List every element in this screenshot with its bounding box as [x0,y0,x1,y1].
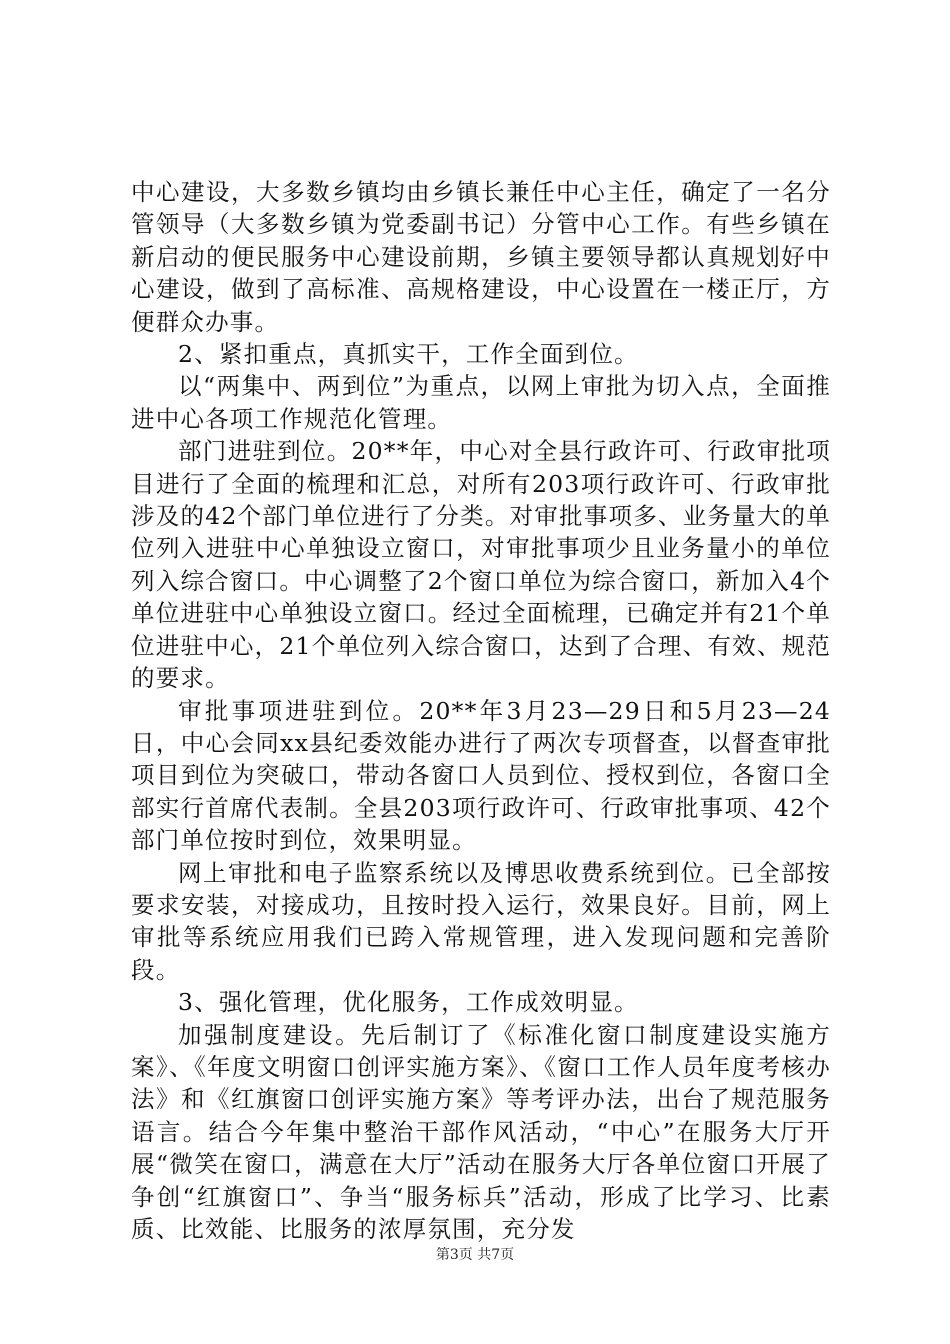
paragraph-8: 加强制度建设。先后制订了《标准化窗口制度建设实施方案》、《年度文明窗口创评实施方案》、《窗口工作人员年度考核办法》和《红旗窗口创评实施方案》等考评办法，出台了规范服务语言。结合今年集中整治干部作风活动，“中心”在服务大厅开展“微笑在窗口，满意在大厅”活动在服务大厅各单位窗口开展了争创“红旗窗口”、争当“服务标兵”活动，形成了比学习、比素质、比效能、比服务的浓厚氛围，充分发 [131,1020,831,1243]
paragraph-4: 部门进驻到位。20**年，中心对全县行政许可、行政审批项目进行了全面的梳理和汇总，对所有203项行政许可、行政审批涉及的42个部门单位进行了分类。对审批事项多、业务量大的单位列入进驻中心单独设立窗口，对审批事项少且业务量小的单位列入综合窗口。中心调整了2个窗口单位为综合窗口，新加入4个单位进驻中心单独设立窗口。经过全面梳理，已确定并有21个单位进驻中心，21个单位列入综合窗口，达到了合理、有效、规范的要求。 [131,437,831,693]
section-heading-2: 2、紧扣重点，真抓实干，工作全面到位。 [178,340,639,369]
paragraph-1: 中心建设，大多数乡镇均由乡镇长兼任中心主任，确定了一名分管领导（大多数乡镇为党委副书记）分管中心工作。有些乡镇在新启动的便民服务中心建设前期，乡镇主要领导都认真规划好中心建设，做到了高标准、高规格建设，中心设置在一楼正厅，方便群众办事。 [131,178,831,336]
page-number-footer: 第3页 共7页 [435,1247,515,1263]
document-body [131,176,831,1245]
paragraph-6: 网上审批和电子监察系统以及博思收费系统到位。已全部按要求安装，对接成功，且按时投入运行，效果良好。目前，网上审批等系统应用我们已跨入常规管理，进入发现问题和完善阶段。 [131,858,831,984]
section-heading-7: 3、强化管理，优化服务，工作成效明显。 [178,988,639,1017]
paragraph-3: 以“两集中、两到位”为重点，以网上审批为切入点，全面推进中心各项工作规范化管理。 [131,372,831,433]
paragraph-5: 审批事项进驻到位。20**年3月23—29日和5月23—24日，中心会同xx县纪委效能办进行了两次专项督查，以督查审批项目到位为突破口，带动各窗口人员到位、授权到位，各窗口全部实行首席代表制。全县203项行政许可、行政审批事项、42个部门单位按时到位，效果明显。 [131,696,831,855]
